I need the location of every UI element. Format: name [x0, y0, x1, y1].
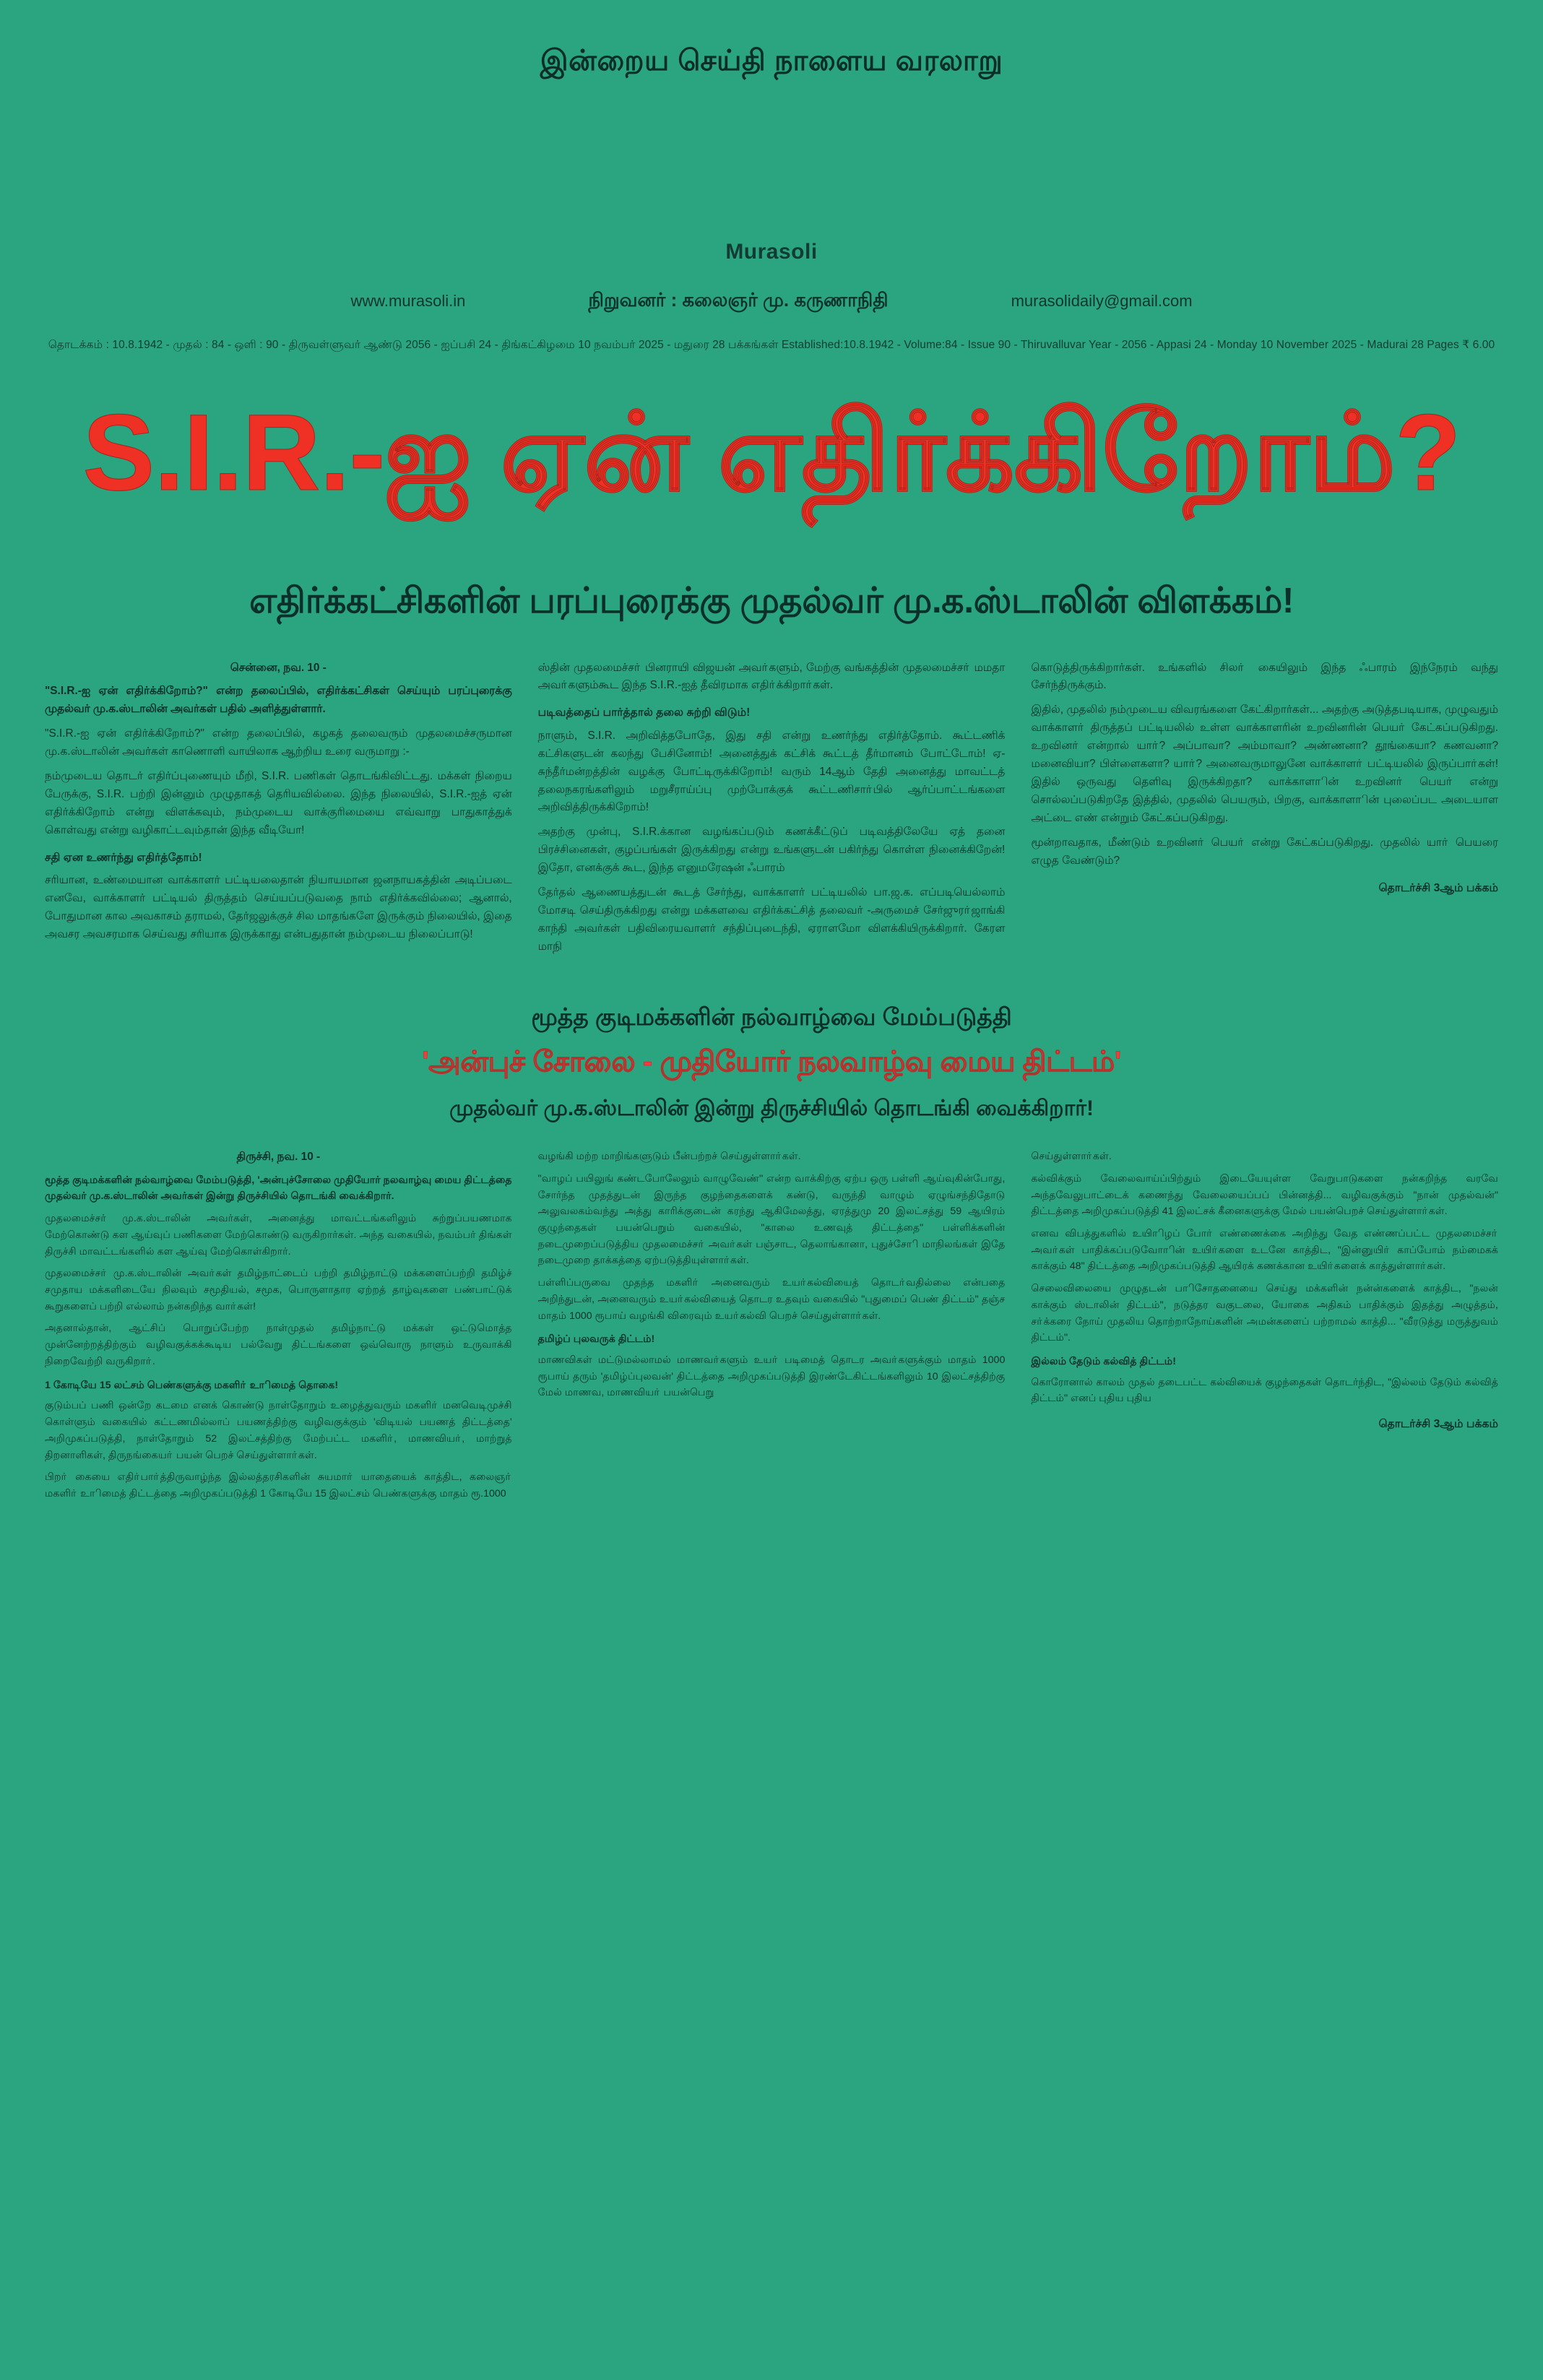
page-title: S.I.R.-ஐ ஏன் எதிர்க்கிறோம்?	[82, 391, 1461, 513]
paragraph: அதற்கு முன்பு, S.I.R.க்கான வழங்கப்படும் கணக்கீட்டுப் படிவத்திலேயே ஏத் தனை பிரச்சினைகள், குழப்பங்கள் இருக்கிறது என்று உங்களுடன் பகிர்ந்து கொள்ள நினைக்கிறேன்! இதோ, எனக்குக் கூட, இந்த எனுமரேஷன் ஃபாரம்	[537, 826, 1006, 875]
paragraph: குடும்பப் பணி ஒன்றே கடமை எனக் கொண்டு நாள்தோறும் உழைத்துவரும் மகளிா் மனவெடிமுச்சி கொள்ளும் வகையில் கட்டணமில்லாப் பயணத்திற்கு வழிவகுக்கும் 'விடியல் பயணத் திட்டத்தை' அறிமுகப்படுத்தி, நாள்தோறும் 52 இலட்சத்திற்கு மேற்பட்ட மகளிா், மாணவியா், மாற்றுத் திறனாளிகள், திருநங்கையா் பயன் பெறச் செய்துள்ளாா்கள்.	[45, 1400, 512, 1461]
lead-subheadline: எதிர்க்கட்சிகளின் பரப்புரைக்கு முதல்வர் மு.க.ஸ்டாலின் விளக்கம்!	[248, 581, 1295, 620]
crosshead: படிவத்தைப் பார்த்தால் தலை சுற்றி விடும்!	[537, 706, 751, 719]
continuation-label[interactable]: தொடர்ச்சி 3ஆம் பக்கம்	[1378, 1418, 1499, 1431]
dateline: திருச்சி, நவ. 10 -	[236, 1151, 321, 1164]
second-column-2	[538, 1148, 1006, 1508]
paragraph: பிறா் கையை எதிா்பாா்த்திருவாழ்ந்த இல்லத்தரசிகளின் சுயமாா் யாதையைக் காத்திட, கலைஞா் மகளிா் உாிமைத் திட்டத்தை அறிமுகப்படுத்தி 1 கோடியே 15 இலட்சம் பெண்களுக்கு மாதம் ரூ.1000	[45, 1471, 512, 1500]
paragraph: கொரோனால் காலம் முதல் தடைபட்ட கல்வியைக் குழந்தைகள் தொடர்ந்திட, "இல்லம் தேடும் கல்வித் திட்டம்" எனப் புதிய புதிய	[1031, 1376, 1499, 1405]
lead-column-2	[538, 659, 1006, 964]
paragraph: கல்விக்கும் வேலைவாய்ப்பிற்தும் இடையேயுள்ள வேறுபாடுகளை நன்கறிந்த வரவே அந்தவேலுபாட்டைக் கணைந்து வேலையைப்பப் பின்னத்தி... வழிவகுக்கும் "நான் முதல்வன்" திட்டத்தை அறிமுகப்படுத்தி 41 இலட்சக் கீனைகளுக்கு மேல் பயன்பெறச் செய்துள்ளாா்கள்.	[1031, 1172, 1499, 1218]
paragraph: அதனால்தான், ஆட்சிப் பொறுப்பேற்ற நாள்முதல் தமிழ்நாட்டு மக்கள் ஒட்டுமொத்த முன்னேற்றத்திற்கும் வழிவகுக்கக்கூடிய பல்வேறு திட்டங்களை ஒவ்வொரு நாளும் உருவாக்கி நிறைவேற்றி வருகிறாா்.	[45, 1323, 512, 1367]
paragraph: செய்துள்ளாா்கள்.	[1031, 1151, 1112, 1163]
paragraph: முதலமைச்சர் மு.க.ஸ்டாலின் அவர்கள், அனைத்து மாவட்டங்களிலும் சுற்றுப்பயணமாக மேற்கொண்டு கள ஆய்வுப் பணிகளை மேற்கொண்டு வருகிறார்கள். அந்த வகையில், நவம்பர் திங்கள் திருச்சி மாவட்டங்களில் கள ஆய்வு மேற்கொள்கிறார்.	[45, 1213, 512, 1258]
paragraph: தேர்தல் ஆணையத்துடன் கூடத் சேர்ந்து, வாக்காளர் பட்டியலில் பா.ஜ.க. எப்படியெல்லாம் மோசடி செய்திருக்கிறது என்று மக்களவை எதிர்க்கட்சித் தலைவர் -அருமைச் சேர்ஜுரா்ஜாங்கி காந்தி அவர்கள் பதிவிரையவாளர் சந்திப்புடைந்தி, ஏராளமாே விளக்கியிருக்கிறார். கேரள மாநி	[537, 886, 1006, 953]
paragraph: முதலமைச்சா் மு.க.ஸ்டாலின் அவா்கள் தமிழ்நாட்டைப் பற்றி தமிழ்நாட்டு மக்களைப்பற்றி தமிழ்ச் சமுதாய மக்களிடையே நிலவும் சமூதியல், சமூக, பொருளாதார ஏற்றத் தாழ்வுகளை பண்பாட்டுக் கூறுகளைப் பற்றி எல்லாம் நன்கறிந்த வாா்கள்!	[45, 1268, 512, 1312]
second-story-kicker: மூத்த குடிமக்களின் நல்வாழ்வை மேம்படுத்தி	[531, 1003, 1012, 1031]
continuation-label[interactable]: தொடர்ச்சி 3ஆம் பக்கம்	[1378, 881, 1499, 894]
second-story-subtitle: முதல்வர் மு.க.ஸ்டாலின் இன்று திருச்சியில் தொடங்கி வைக்கிறார்!	[449, 1096, 1094, 1121]
paragraph: செலைவிலையை முழுதடன் பாிசோதனையை செய்து மக்களின் நன்ன்களைக் காத்திட, "நலன் காக்கும் ஸ்டாலின் திட்டம்", நடுத்தர வகுடலை, யோகை அதிகம் பாதிக்கும் இதத்து அழுத்தம், சா்க்கரை நோய் முதலிய தொற்றாநோய்களின் அமன்களைப் பற்றாமல் காத்தி... "வீரடுத்து மருத்துவம் திட்டம்".	[1031, 1283, 1499, 1344]
paragraph: "வாழப் பயிலுங் கண்டபோலேலும் வாழுவேண்" என்ற வாக்கிற்கு ஏற்ப ஒரு பள்ளி ஆய்வுகின்போது, சோர்ந்த முதத்துடன் இருந்த குழந்தைகளைக் கண்டு, வருந்தி வாழும் ஏழுங்சந்திதோடு அலுவலகம்வந்து அத்து காரிக்குடைன் கரந்து ஆகிமேலத்து, ஏரத்துமு 20 இலட்சத்து 59 ஆயிரம் குழுந்தைகள் பயன்பெறும் வகையில், "காலை உணவுத் திட்டத்தை" பள்ளிக்களின் நடைமுறைப்படுத்திய முதலமைச்சா் அவா்கள் பஞ்சாட, தெலாங்கானா, புதுச்சோி மாநிலங்கள் இதே நடைமுறை தாக்கத்தை ஏற்படுத்தியுள்ளாா்கள்.	[537, 1172, 1006, 1267]
paragraph: பள்ளிப்பருவை முதந்த மகளிா் அனைவரும் உயா்கல்வியைத் தொடா்வதில்லை என்பதை அறிந்துடன், அனைவரும் உயா்கல்வியைத் தொடர உதவும் வகையில் "புதுமைப் பெண் திட்டம்" தஞ்ச மாதம் 1000 ரூபாய் வழங்கி விரைவும் உயா்கல்வி பெறச் செய்துள்ளாா்கள்.	[537, 1277, 1006, 1322]
paragraph: நாளும், S.I.R. அறிவித்தபோதே, இது சதி என்று உணர்ந்து எதிர்த்தோம். கூட்டணிக் கட்சிகளுடன் கலந்து பேசினோம்! அனைத்துக் கட்சிக் கூட்டத் தீர்மானம் போட்டோம்! ஏ-சுந்தீர்மன்றத்தின் வழக்கு போட்டிருக்கிறோம்! வரும் 14ஆம் தேதி அனைத்து மாவட்டத் தலைநகரங்களிலும் மறுசீராய்ப்பு முற்போக்குக் கூட்டணிசாா்பில் ஆர்ப்பாட்டங்களை அறிவித்திருக்கிறோம்!	[537, 729, 1006, 814]
crosshead: சதி ஏன உணர்ந்து எதிர்த்தோம்!	[45, 852, 202, 865]
lead-paragraph: மூத்த குடிமக்களின் நல்வாழ்வை மேம்படுத்தி, 'அன்புச்சோலை முதியோர் நலவாழ்வு மைய திட்டத்தை முதல்வர் மு.க.ஸ்டாலின் அவர்கள் இன்று திருச்சியில் தொடங்கி வைக்கிறார்.	[45, 1174, 512, 1203]
paragraph: எனவ விபத்துகளில் உயிாிழப் போா் எண்ணைக்கை அறிந்து வேத எண்ணப்பட்ட முதலமைச்சா் அவா்கள் பாதிக்கப்படுவோாின் உயிா்களை உடனே காத்திட, "இன்னுயிா் காப்போம் நம்மைகக் காக்கும் 48" திட்டத்தை அறிமுகப்படுத்தி ஆயிரக் கணக்கான உயிா்களைக் காத்துள்ளாா்கள்.	[1031, 1227, 1499, 1273]
paragraph: சரியான, உண்மையான வாக்காளர் பட்டியலைதான் நியாயமான ஜனநாயகத்தின் அடிப்படை எனவே, வாக்காளர் பட்டியல் திருத்தம் செய்யப்படுவதை நாம் எதிர்க்கவில்லை; ஆனால், போதுமான கால அவகாசம் தராமல், தேர்ஜலுக்குச் சில மாதங்களே இருக்கும் நிலையில், இதை அவசர அவசரமாக செய்வது சரியாக இருக்காது என்பதுதான் நம்முடைய நிலைப்பாடு!	[45, 874, 512, 941]
paragraph: ஸ்தின் முதலமைச்சா் பினராயி விஜயன் அவா்களும், மேற்கு வங்கத்தின் முதலமைச்சா் மமதா அவா்களும்கூட இந்த S.I.R.-ஐத் தீவிரமாக எதிா்க்கிறாா்கள்.	[537, 661, 1006, 692]
lead-paragraph: "S.I.R.-ஐ ஏன் எதிர்க்கிறோம்?" என்ற தலைப்பில், எதிர்க்கட்சிகள் செய்யும் பரப்புரைக்கு முதல்வர் மு.க.ஸ்டாலின் அவர்கள் பதில் அளித்துள்ளார்.	[45, 685, 512, 716]
paragraph: மாணவிகள் மட்டுமல்லாமல் மாணவா்களும் உயா் படிமைத் தொடர அவா்களுக்கும் மாதம் 1000 ரூபாய் தரும் 'தமிழ்ப்புலவன்' திட்டத்தை அறிமுகப்படுத்தி இரண்டேகிட்டங்களிலும் 10 இலட்சத்திற்கு மேல் மாணவ, மாணவியா் பயன்பெறு	[537, 1354, 1006, 1399]
masthead	[0, 240, 1543, 352]
email-link[interactable]: murasolidaily@gmail.com	[1011, 292, 1193, 310]
paragraph: நம்முடைய தொடர் எதிர்ப்புணையும் மீறி, S.I.R. பணிகள் தொடங்கிவிட்டது. மக்கள் நிறைய பேருக்கு, S.I.R. பற்றி இன்னும் முழுதாகத் தெரியவில்லை. இந்த நிலையில், S.I.R.-ஐத் ஏன் எதிர்க்கிறோம் என்று விளக்கவும், நம்முடைய வாக்குரிமையை எவ்வாறு பாதுகாத்துக் கொள்வது என்று வழிகாட்டவும்தான் இந்த வீடியோ!	[45, 770, 512, 837]
paragraph: வழங்கி மற்ற மாறிங்களுடும் பீன்பற்றச் செய்துள்ளாா்கள்.	[537, 1151, 801, 1163]
paragraph: கொடுத்திருக்கிறார்கள். உங்களில் சிலா் கையிலும் இந்த ஃபாரம் இந்நேரம் வந்து சேர்ந்திருக்கும்.	[1031, 661, 1499, 692]
founder-credit: நிறுவனர் : கலைஞர் மு. கருணாநிதி	[588, 289, 889, 311]
lead-article-columns	[0, 659, 1543, 964]
masthead-contact-row	[0, 289, 1543, 313]
crosshead: தமிழ்ப் புலவருக் திட்டம்!	[537, 1333, 655, 1346]
second-story-title: 'அன்புச் சோலை - முதியோர் நலவாழ்வு மைய திட்டம்'	[422, 1046, 1121, 1078]
paper-name: Murasoli	[725, 240, 818, 264]
dateline: சென்னை, நவ. 10 -	[230, 661, 327, 674]
paragraph: இதில், முதலில் நம்முடைய விவரங்களை கேட்கிறார்கள்... அதற்கு அடுத்தபடியாக, முழுவதும் வாக்காளா் திருத்தப் பட்டியலில் உள்ள வாக்காளரின் உறவினரின் பெயா் கேட்கப்படுகிறது. உறவினா் என்றால் யாா்? அப்பாவா? அம்மாவா? அண்ணனா? தூங்கையா? கணவனா? மனைவியா? பிள்ளைகளா? யாா்? அனைவருமாலுனே வாக்காளா் பட்டியலில் இருப்பாா்கள்! இதில் ஒருவது தெளிவு இருக்கிறதா? வாக்காளாின் உறவினா் பெயா் என்று சொல்லப்படுகிறதே இத்தில், முதலில் பெயரும், பிறகு, வாக்காளாின் புலைப்பட அடையாள அட்டை எண் என்றும் கேட்கப்படுகிறது.	[1031, 704, 1499, 825]
website-link[interactable]: www.murasoli.in	[350, 292, 466, 310]
second-column-1	[45, 1148, 512, 1508]
lead-column-1	[45, 659, 512, 964]
crosshead: இல்லம் தேடும் கல்வித் திட்டம்!	[1031, 1356, 1176, 1367]
top-strapline: இன்றைய செய்தி நாளைய வரலாறு	[540, 45, 1003, 77]
crosshead: 1 கோடியே 15 லட்சம் பெண்களுக்கு மகளிா் உாிமைத் தொகை!	[45, 1379, 339, 1391]
issue-info-line: தொடக்கம் : 10.8.1942 - முதல் : 84 - ஒளி : 90 - திருவள்ளுவர் ஆண்டு 2056 - ஐப்பசி 24 - திங்கட்கிழமை 10 நவம்பர் 2025 - மதுரை 28 பக்கங்கள் Established:10.8.1942 - Volume:84 - Issue 90 - Thiruvalluvar Year - 2056 - Appasi 24 - Monday 10 November 2025 - Madurai 28 Pages ₹ 6.00	[48, 339, 1495, 351]
paragraph: மூன்றாவதாக, மீண்டும் உறவினா் பெயா் என்று கேட்கப்படுகிறது. முதலில் யாா் பெயரை எழுத வேண்டும்?	[1031, 836, 1499, 867]
lead-column-3	[1031, 659, 1498, 964]
second-column-3	[1031, 1148, 1498, 1508]
paragraph: "S.I.R.-ஐ ஏன் எதிர்க்கிறோம்?" என்ற தலைப்பில், கழகத் தலைவரும் முதலமைச்சருமான மு.க.ஸ்டாலின் அவர்கள் காணொளி வாயிலாக ஆற்றிய உரை வருமாறு :-	[45, 727, 512, 758]
second-article-columns	[0, 1148, 1543, 1537]
